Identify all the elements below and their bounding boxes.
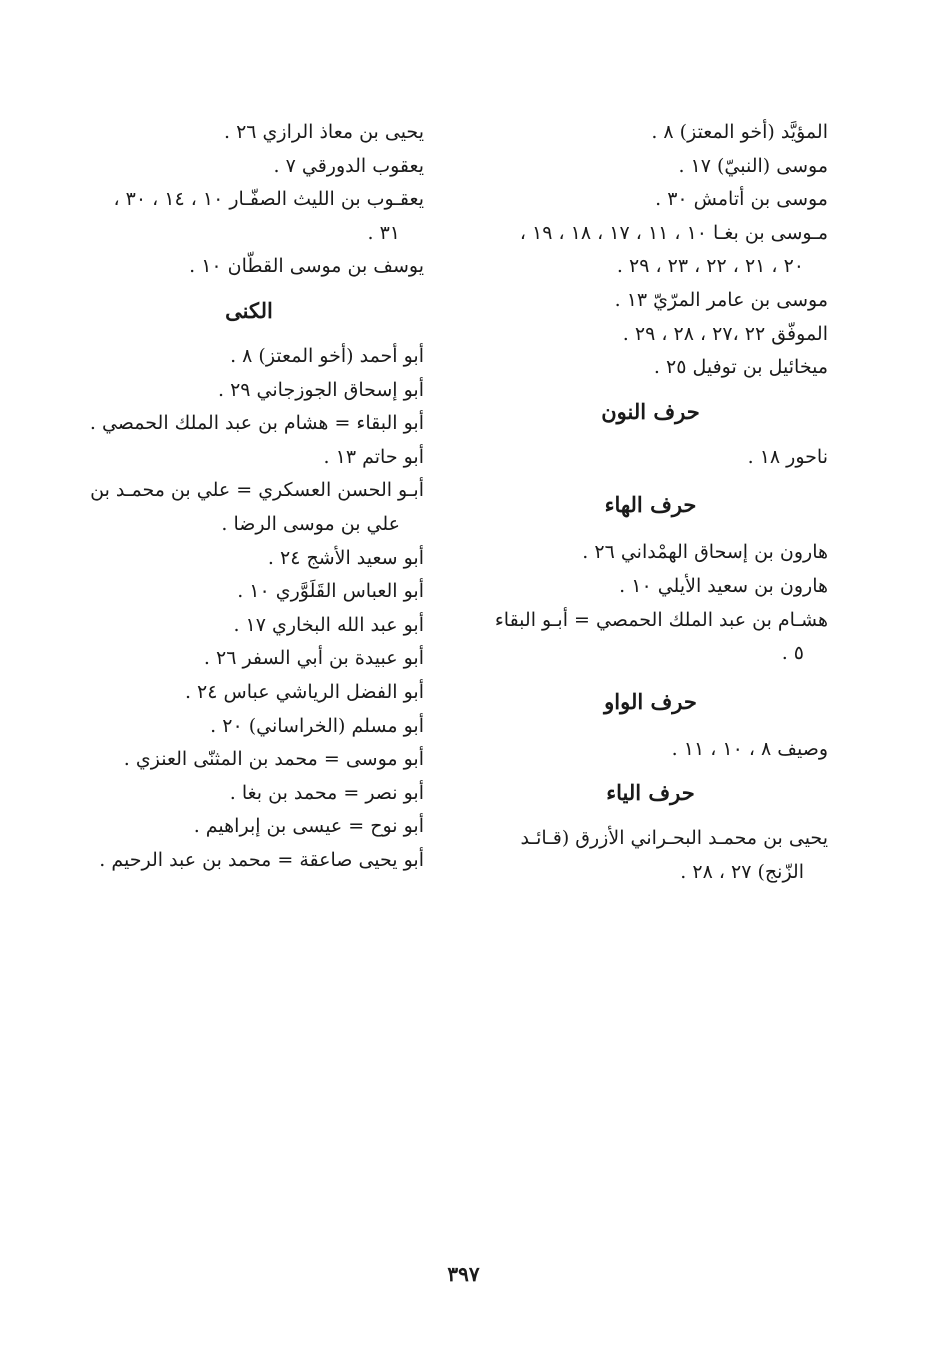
index-entry: الموفّق ٢٢ ،٢٧ ، ٢٨ ، ٢٩ . bbox=[622, 322, 828, 345]
index-entry-continuation: ٥ . bbox=[781, 642, 804, 665]
index-entry: يحيى بن معاذ الرازي ٢٦ . bbox=[223, 121, 424, 143]
section-heading-kuna: الكنى bbox=[225, 297, 273, 323]
index-entry: أبو يحيى صاعقة = محمد بن عبد الرحيم . bbox=[99, 848, 424, 871]
index-entry: أبو عبيدة بن أبي السفر ٢٦ . bbox=[203, 647, 424, 670]
index-entry: أبو إسحاق الجوزجاني ٢٩ . bbox=[218, 378, 424, 401]
index-entry-continuation: ٣١ . bbox=[367, 221, 400, 244]
index-entry: أبو نوح = عيسى بن إبراهيم . bbox=[193, 815, 424, 838]
index-entry: المؤيَّد (أخو المعتز) ٨ . bbox=[651, 121, 828, 143]
index-entry-continuation: الزّنج) ٢٧ ، ٢٨ . bbox=[680, 860, 804, 883]
index-entry: مـوسى بن بغـا ١٠ ، ١١ ، ١٧ ، ١٨ ، ١٩ ، ٢٠ ، ٢١ ، ٢٢ ، ٢٣ ، ٢٩ . bbox=[473, 217, 828, 284]
index-entry: موسى (النبيّ) ١٧ . bbox=[678, 154, 828, 177]
index-entry: أبو البقاء = هشام بن عبد الملك الحمصي . bbox=[89, 412, 424, 435]
index-entry: ناحور ١٨ . bbox=[747, 445, 828, 468]
entries-group-kuna bbox=[74, 340, 424, 878]
section-heading-yaa: حرف الياء bbox=[606, 780, 695, 806]
index-entry: يحيى بن محمـد البحـراني الأزرق (قـائـد الزّنج) ٢٧ ، ٢٨ . bbox=[473, 822, 828, 889]
index-entry: هشـام بن عبد الملك الحمصي = أبـو البقاء ٥ . bbox=[473, 604, 828, 671]
index-entry: أبو أحمد (أخو المعتز) ٨ . bbox=[230, 344, 424, 367]
index-entry: هارون بن إسحاق الهمْداني ٢٦ . bbox=[582, 541, 828, 564]
index-entry: أبو الفضل الرياشي عباس ٢٤ . bbox=[184, 680, 424, 703]
index-entry: موسى بن عامر المرّيّ ١٣ . bbox=[614, 288, 828, 311]
index-entry: أبو مسلم (الخراساني) ٢٠ . bbox=[210, 714, 424, 737]
index-entry: هارون بن سعيد الأيلي ١٠ . bbox=[619, 574, 828, 597]
index-entry: أبو سعيد الأشج ٢٤ . bbox=[267, 546, 424, 569]
index-entry: أبو نصر = محمد بن بغا . bbox=[229, 781, 424, 804]
index-entry-continuation: ٢٠ ، ٢١ ، ٢٢ ، ٢٣ ، ٢٩ . bbox=[616, 255, 804, 278]
index-entry: موسى بن أتامش ٣٠ . bbox=[655, 188, 828, 211]
index-entry: أبو عبد الله البخاري ١٧ . bbox=[233, 613, 424, 636]
index-entry: يعقـوب بن الليث الصفّـار ١٠ ، ١٤ ، ٣٠ ، ٣١ . bbox=[74, 183, 424, 250]
index-entry: أبو العباس القَلَوَّري ١٠ . bbox=[237, 580, 424, 603]
index-entry: يوسف بن موسى القطّان ١٠ . bbox=[189, 255, 424, 278]
section-heading-noon: حرف النون bbox=[601, 398, 700, 424]
index-column-left bbox=[74, 116, 424, 877]
entries-group-meem bbox=[473, 116, 828, 385]
section-heading-haa: حرف الهاء bbox=[604, 492, 697, 518]
index-entry: أبو موسى = محمد بن المثنّى العنزي . bbox=[123, 748, 424, 771]
index-entry: أبو حاتم ١٣ . bbox=[323, 445, 424, 468]
index-entry: وصيف ٨ ، ١٠ ، ١١ . bbox=[671, 737, 828, 760]
index-entry-continuation: علي بن موسى الرضا . bbox=[221, 512, 400, 535]
entries-group-yaa-cont bbox=[74, 116, 424, 284]
index-entry: يعقوب الدورقي ٧ . bbox=[273, 154, 424, 177]
index-entry: ميخائيل بن توفيل ٢٥ . bbox=[653, 356, 828, 379]
index-column-right bbox=[473, 116, 828, 890]
page-number: ٣٩٧ bbox=[447, 1262, 480, 1286]
index-entry: أبـو الحسن العسكري = علي بن محمـد بن علي بن موسى الرضا . bbox=[74, 474, 424, 541]
section-heading-waw: حرف الواو bbox=[604, 688, 697, 714]
